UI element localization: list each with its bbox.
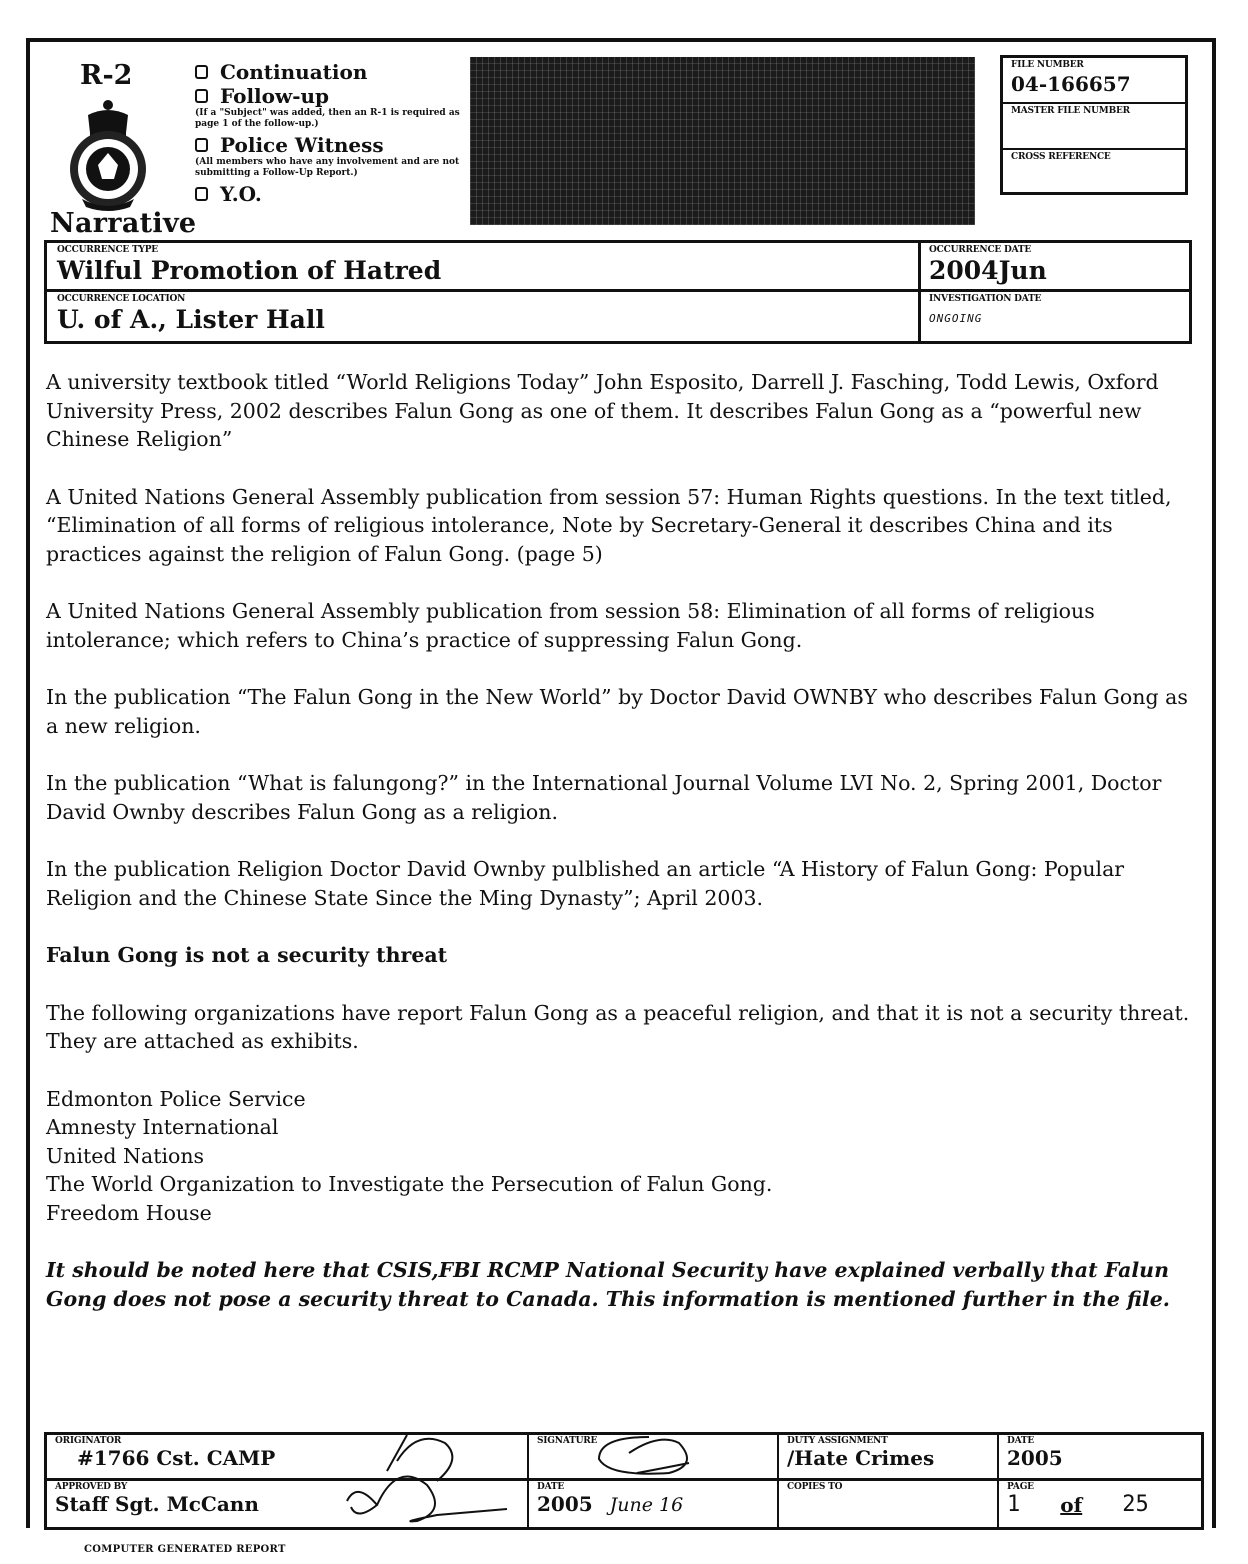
form-name: Narrative xyxy=(50,208,197,239)
of-label: of xyxy=(1060,1493,1083,1517)
paragraph: A United Nations General Assembly publication from session 58: Elimination of all forms of religious intolerance; which refers to China’s practice of suppressing Falun Gong. xyxy=(46,599,1095,652)
copies-to-cell xyxy=(779,1481,999,1527)
paragraph: In the publication “The Falun Gong in the New World” by Doctor David OWNBY who describes Falun Gong as a new religion. xyxy=(46,685,1188,738)
approved-date-year: 2005 xyxy=(537,1492,593,1516)
occurrence-location: U. of A., Lister Hall xyxy=(57,305,325,334)
checkbox-icon[interactable] xyxy=(195,138,208,152)
occurrence-date: 2004Jun xyxy=(929,256,1047,285)
occurrence-type-label: OCCURRENCE TYPE xyxy=(57,245,158,255)
checkbox-yo[interactable] xyxy=(195,182,465,206)
handwritten-signature-icon xyxy=(337,1471,527,1527)
organization-list xyxy=(46,1085,1201,1228)
list-item: United Nations xyxy=(46,1143,205,1168)
signature-label: SIGNATURE xyxy=(537,1436,598,1446)
originator-label: ORIGINATOR xyxy=(55,1436,122,1446)
scan-margin-bar xyxy=(26,760,30,1265)
page-cell xyxy=(999,1481,1201,1527)
signature-cell xyxy=(529,1435,779,1478)
master-file-cell xyxy=(1003,104,1185,150)
duty-assignment-cell xyxy=(779,1435,999,1478)
checkbox-icon[interactable] xyxy=(195,89,208,103)
list-item: Edmonton Police Service xyxy=(46,1086,306,1111)
copies-to-label: COPIES TO xyxy=(787,1482,843,1492)
date-cell xyxy=(999,1435,1201,1478)
approved-by: Staff Sgt. McCann xyxy=(55,1492,259,1516)
report-type-checklist xyxy=(195,60,465,206)
approved-date xyxy=(537,1492,769,1516)
occurrence-date-label: OCCURRENCE DATE xyxy=(929,245,1032,255)
occurrence-type: Wilful Promotion of Hatred xyxy=(57,256,442,285)
occurrence-location-cell xyxy=(47,292,921,341)
paragraph: In the publication Religion Doctor David Ownby pulblished an article “A History of Falun Gong: Popular Religion and the Chinese State Since the Ming Dynasty”; April 2003. xyxy=(46,857,1125,910)
checkbox-label: Follow-up xyxy=(220,84,330,108)
investigation-date-cell xyxy=(921,292,1189,341)
file-number-label: FILE NUMBER xyxy=(1011,60,1084,70)
checkbox-label: Police Witness xyxy=(220,133,384,157)
approved-date-handwritten: June 16 xyxy=(609,1494,684,1516)
checkbox-continuation[interactable] xyxy=(195,60,465,84)
checkbox-label: Y.O. xyxy=(220,182,262,206)
redacted-block xyxy=(470,57,975,225)
cross-reference-label: CROSS REFERENCE xyxy=(1011,152,1111,162)
duty-assignment: /Hate Crimes xyxy=(787,1446,935,1470)
page-indicator xyxy=(1007,1492,1193,1517)
approved-date-label: DATE xyxy=(537,1482,565,1492)
list-item: The World Organization to Investigate the Persecution of Falun Gong. xyxy=(46,1172,773,1196)
section-heading: Falun Gong is not a security threat xyxy=(46,943,448,967)
report-date: 2005 xyxy=(1007,1446,1063,1470)
paragraph: A United Nations General Assembly publication from session 57: Human Rights questions. In the text titled, “Elimination of all forms of religious intolerance, Note by Secretary-General it describes China and its practices against the religion of Falun Gong. (page 5) xyxy=(46,484,1172,566)
scan-margin-bar xyxy=(26,340,30,760)
signature-block xyxy=(44,1432,1204,1530)
checkbox-icon[interactable] xyxy=(195,65,208,79)
occurrence-location-label: OCCURRENCE LOCATION xyxy=(57,294,186,304)
paragraph: In the publication “What is falungong?” in the International Journal Volume LVI No. 2, Spring 2001, Doctor David Ownby describes Falun Gong as a religion. xyxy=(46,771,1162,824)
occurrence-date-cell xyxy=(921,243,1189,289)
list-item: Freedom House xyxy=(46,1200,212,1225)
approved-date-cell xyxy=(529,1481,779,1527)
cross-reference-cell xyxy=(1003,150,1185,196)
checkbox-police-witness[interactable] xyxy=(195,133,465,157)
date-label: DATE xyxy=(1007,1436,1035,1446)
form-id: R-2 xyxy=(80,60,133,91)
approved-by-cell xyxy=(47,1481,529,1527)
investigation-date-label: INVESTIGATION DATE xyxy=(929,294,1042,304)
police-crest-icon xyxy=(62,95,154,213)
duty-assignment-label: DUTY ASSIGNMENT xyxy=(787,1436,888,1446)
checkbox-note: (If a "Subject" was added, then an R-1 is required as page 1 of the follow-up.) xyxy=(195,108,460,129)
narrative-body xyxy=(46,368,1201,1342)
occurrence-table xyxy=(44,240,1192,344)
page-total: 25 xyxy=(1122,1492,1149,1517)
paragraph: The following organizations have report Falun Gong as a peaceful religion, and that it is not a security threat. They are attached as exhibits. xyxy=(46,1000,1190,1053)
originator: #1766 Cst. CAMP xyxy=(77,1446,276,1470)
computer-generated-label: COMPUTER GENERATED REPORT xyxy=(84,1544,286,1555)
page-label: PAGE xyxy=(1007,1482,1034,1492)
investigation-date: ONGOING xyxy=(929,312,983,325)
checkbox-label: Continuation xyxy=(220,60,368,84)
checkbox-note: (All members who have any involvement and are not submitting a Follow-Up Report.) xyxy=(195,157,460,178)
paragraph: A university textbook titled “World Religions Today” John Esposito, Darrell J. Fasching, Todd Lewis, Oxford University Press, 2002 describes Falun Gong as one of them. It describes Falun Gong as a “powerful new Chinese Religion” xyxy=(46,370,1159,451)
file-number-cell xyxy=(1003,58,1185,104)
page-number: 1 xyxy=(1007,1492,1021,1517)
occurrence-type-cell xyxy=(47,243,921,289)
file-number: 04-166657 xyxy=(1011,72,1131,96)
file-number-box xyxy=(1000,55,1188,195)
master-file-label: MASTER FILE NUMBER xyxy=(1011,106,1130,116)
checkbox-follow-up[interactable] xyxy=(195,84,465,108)
checkbox-icon[interactable] xyxy=(195,187,208,201)
approved-by-label: APPROVED BY xyxy=(55,1482,128,1492)
security-note: It should be noted here that CSIS,FBI RCMP National Security have explained verbally that Falun Gong does not pose a security threat to Canada. This information is mentioned further in the file. xyxy=(46,1258,1170,1311)
handwritten-signature-icon xyxy=(579,1429,719,1483)
list-item: Amnesty International xyxy=(46,1115,279,1139)
